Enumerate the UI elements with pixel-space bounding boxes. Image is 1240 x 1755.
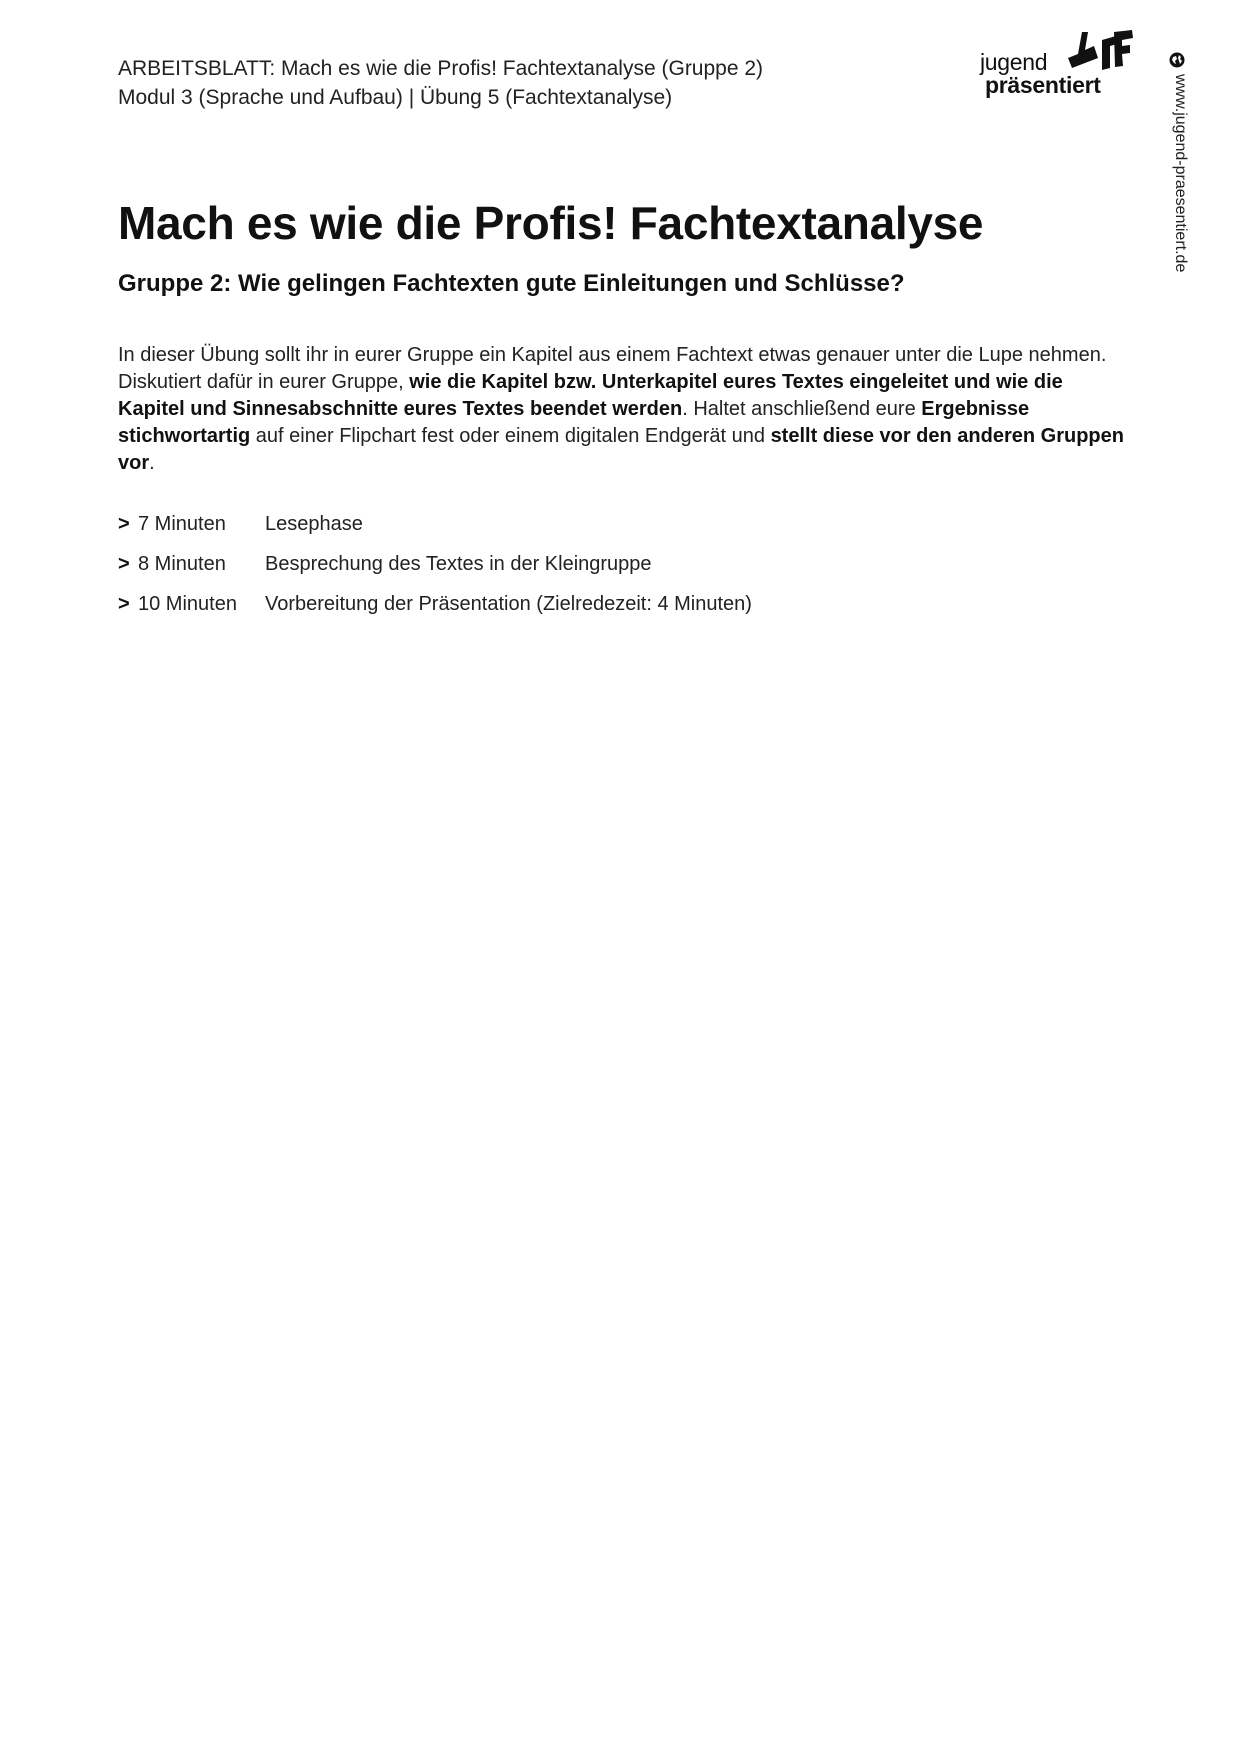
header-line-1: ARBEITSBLATT: Mach es wie die Profis! Fachtextanalyse (Gruppe 2) xyxy=(118,57,764,80)
intro-text-4: . xyxy=(149,452,155,474)
intro-paragraph xyxy=(118,342,1128,477)
globe-icon xyxy=(1169,52,1185,68)
bullet-chevron: > xyxy=(118,552,130,575)
intro-bold-1: wie die Kapitel bzw. Unterkapitel eures Textes eingeleitet und wie die Kapitel und Sinnesabschnitte eures Textes beendet werden xyxy=(118,371,1063,420)
schedule-task: Vorbereitung der Präsentation (Zielredezeit: 4 Minuten) xyxy=(265,592,752,615)
website-url: www.jugend-praesentiert.de xyxy=(1172,74,1189,273)
logo-word-praesentiert: präsentiert xyxy=(985,72,1101,98)
logo-mark-icon xyxy=(1068,30,1138,76)
schedule-item xyxy=(118,584,752,624)
jugend-praesentiert-logo xyxy=(978,30,1138,105)
schedule-duration: 8 Minuten xyxy=(138,552,226,575)
bullet-chevron: > xyxy=(118,592,130,615)
page-subtitle: Gruppe 2: Wie gelingen Fachtexten gute Einleitungen und Schlüsse? xyxy=(118,270,905,297)
schedule-task: Besprechung des Textes in der Kleingruppe xyxy=(265,552,652,575)
bullet-chevron: > xyxy=(118,512,130,535)
document-header xyxy=(118,54,763,112)
schedule-duration: 10 Minuten xyxy=(138,592,237,615)
intro-bold-3: stellt diese vor den anderen Gruppen vor xyxy=(118,425,1124,474)
logo-word-jugend: jugend xyxy=(980,49,1048,75)
schedule-item xyxy=(118,504,752,544)
intro-text-2: . Haltet anschließend eure xyxy=(682,398,922,420)
intro-text-1: In dieser Übung sollt ihr in eurer Gruppe ein Kapitel aus einem Fachtext etwas genauer unter die Lupe nehmen. Diskutiert dafür in eurer Gruppe, xyxy=(118,344,1107,393)
schedule-task: Lesephase xyxy=(265,512,363,535)
page-title: Mach es wie die Profis! Fachtextanalyse xyxy=(118,197,984,249)
intro-text-3: auf einer Flipchart fest oder einem digitalen Endgerät und xyxy=(250,425,771,447)
schedule-duration: 7 Minuten xyxy=(138,512,226,535)
header-line-2: Modul 3 (Sprache und Aufbau) | Übung 5 (Fachtextanalyse) xyxy=(118,86,673,109)
side-url xyxy=(1165,50,1189,290)
schedule-item xyxy=(118,544,752,584)
schedule-list xyxy=(118,504,752,624)
intro-bold-2: Ergebnisse stichwortartig xyxy=(118,398,1030,447)
